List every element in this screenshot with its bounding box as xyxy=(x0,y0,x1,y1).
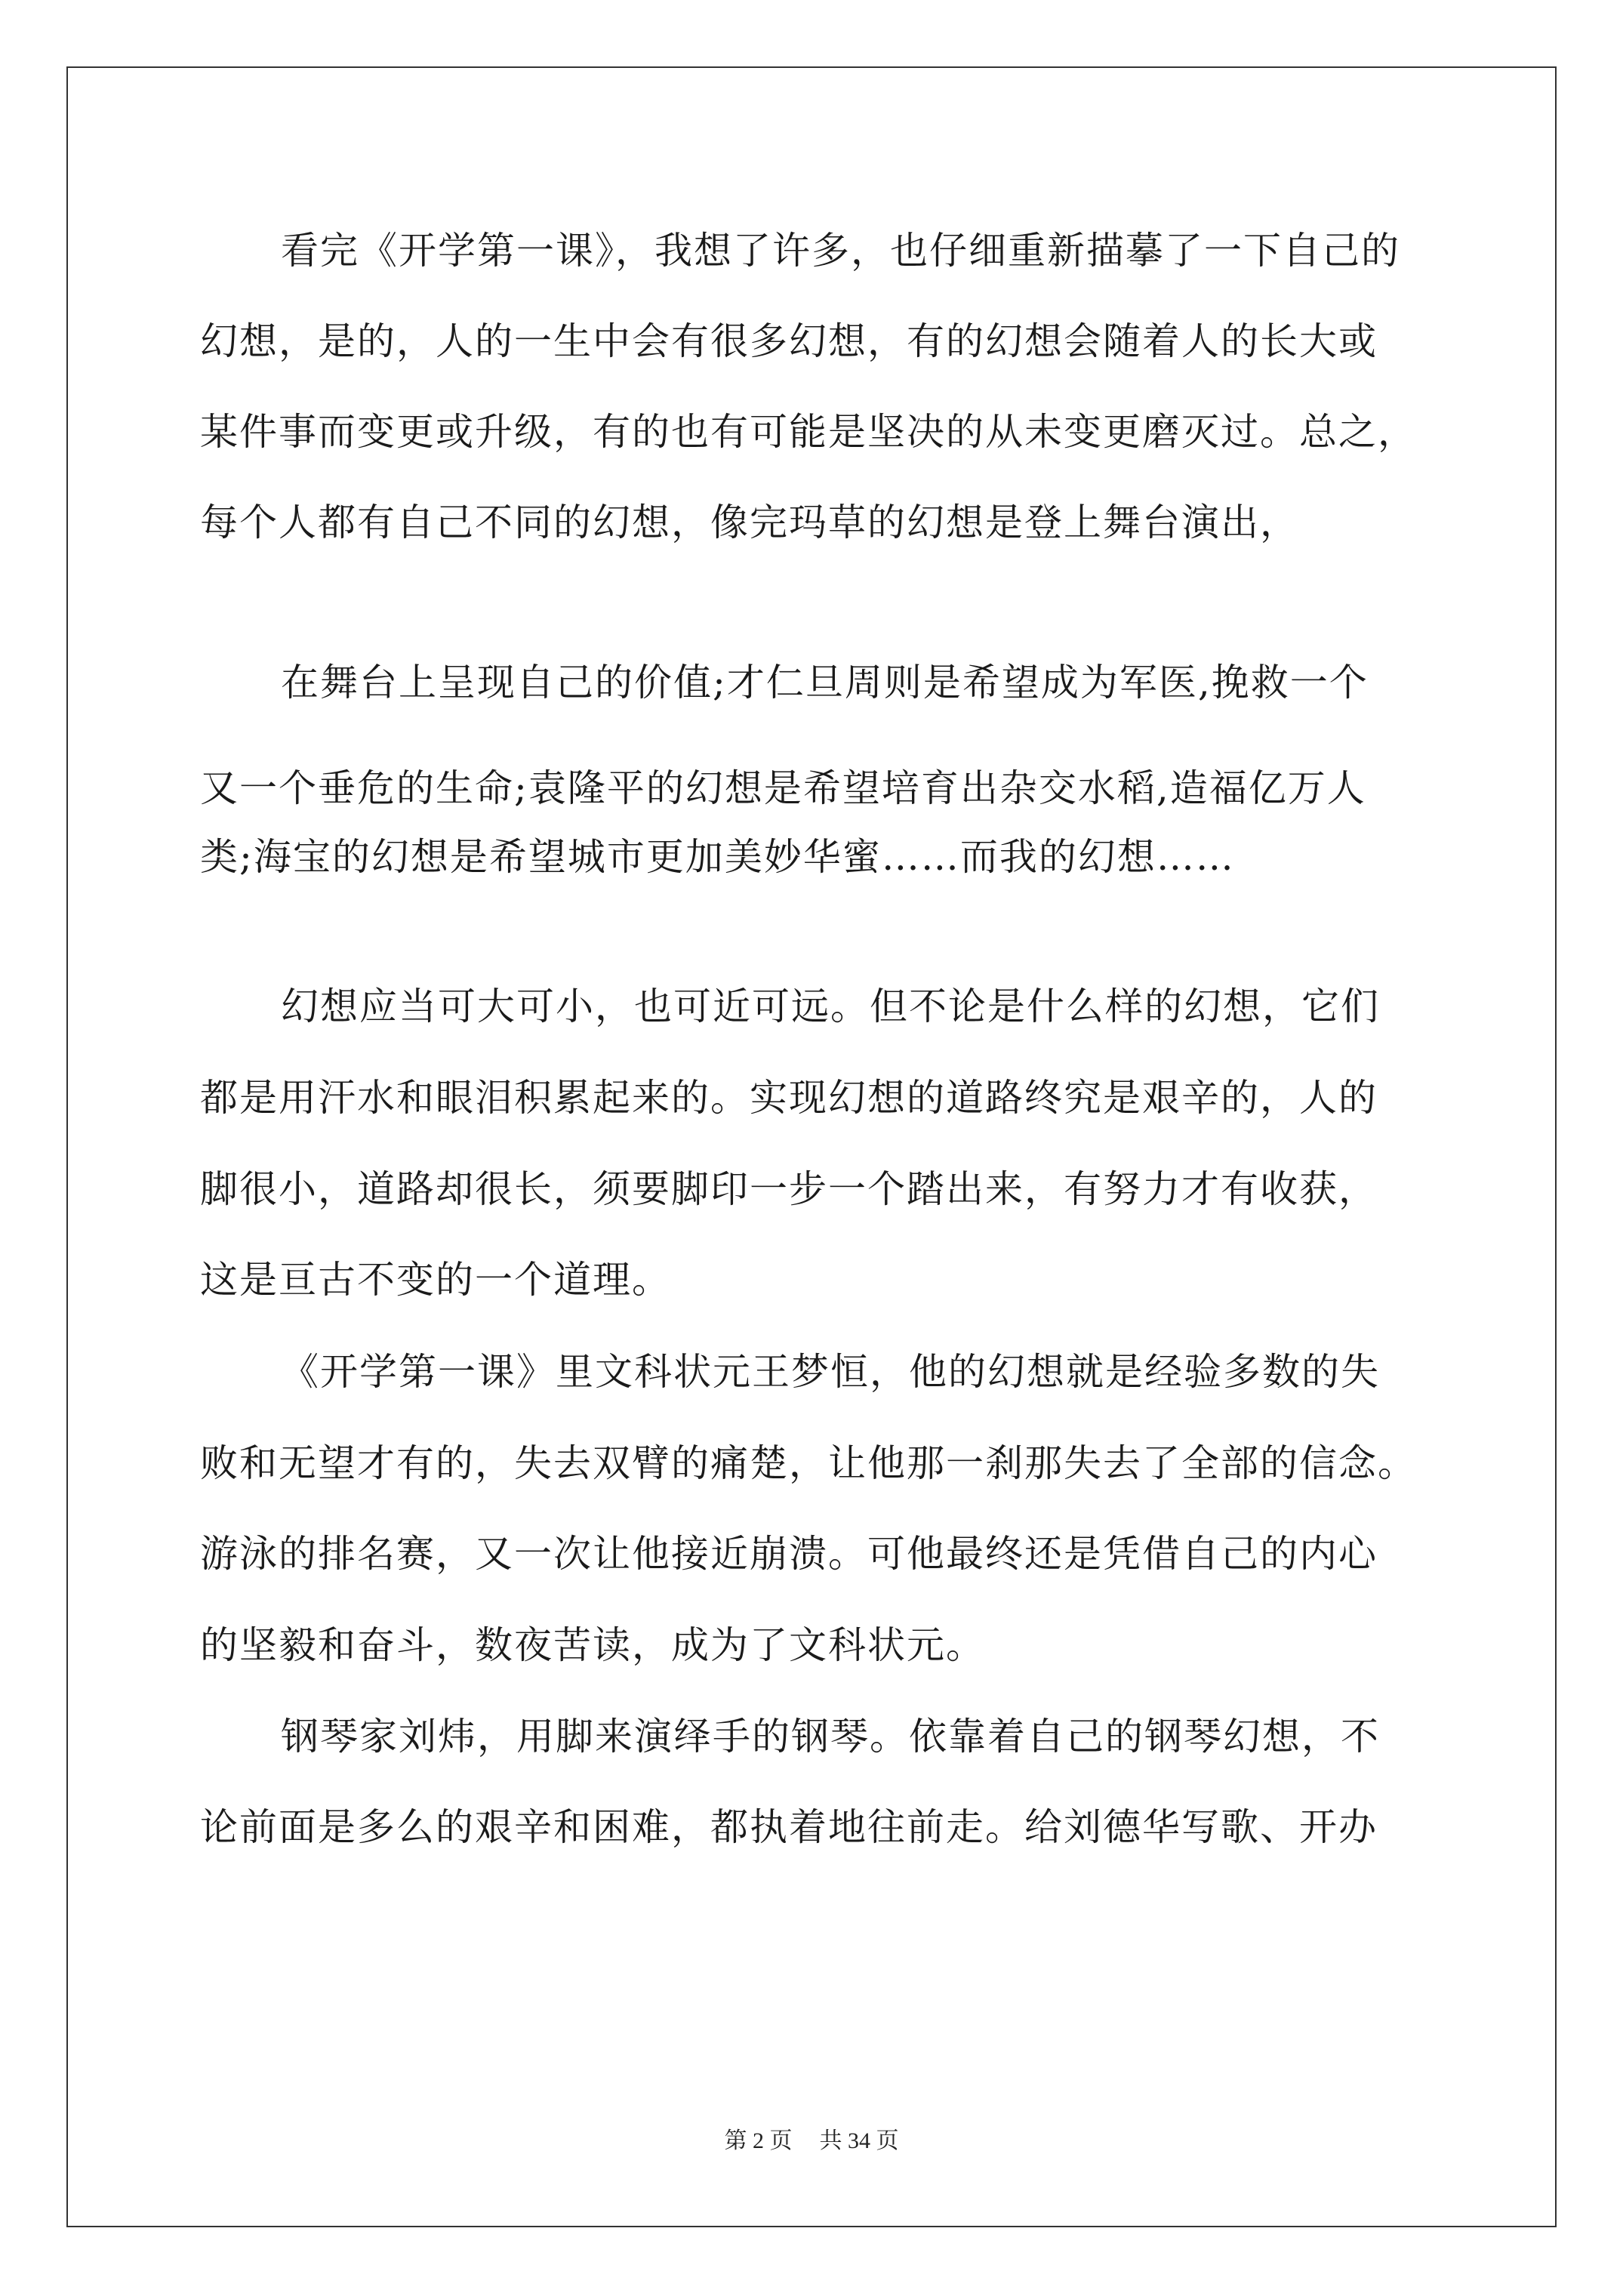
paragraph-1-line-2: 幻想，是的，人的一生中会有很多幻想，有的幻想会随着人的长大或 xyxy=(200,319,1378,363)
paragraph-5-line-2: 论前面是多么的艰辛和困难，都执着地往前走。给刘德华写歌、开办 xyxy=(200,1805,1378,1849)
paragraph-2-line-1: 在舞台上呈现自己的价值;才仁旦周则是希望成为军医,挽救一个 xyxy=(281,661,1369,704)
paragraph-2-line-2: 又一个垂危的生命;袁隆平的幻想是希望培育出杂交水稻,造福亿万人 xyxy=(200,766,1366,810)
total-pages: 共 34 页 xyxy=(819,2128,899,2153)
paragraph-4-line-2: 败和无望才有的，失去双臂的痛楚，让他那一刹那失去了全部的信念。 xyxy=(200,1441,1417,1485)
page-number: 第 2 页 xyxy=(724,2128,793,2153)
paragraph-4-line-3: 游泳的排名赛，又一次让他接近崩溃。可他最终还是凭借自己的内心 xyxy=(200,1532,1378,1576)
paragraph-1-line-4: 每个人都有自己不同的幻想，像完玛草的幻想是登上舞台演出， xyxy=(200,501,1299,544)
paragraph-1-line-3: 某件事而变更或升级，有的也有可能是坚决的从未变更磨灭过。总之， xyxy=(200,410,1417,454)
paragraph-3-line-3: 脚很小，道路却很长，须要脚印一步一个踏出来，有努力才有收获， xyxy=(200,1167,1378,1211)
paragraph-3-line-4: 这是亘古不变的一个道理。 xyxy=(200,1258,671,1302)
page-footer xyxy=(0,2128,1623,2155)
paragraph-2-line-3: 类;海宝的幻想是希望城市更加美妙华蜜……而我的幻想…… xyxy=(200,835,1235,879)
paragraph-4-line-1: 《开学第一课》里文科状元王梦恒，他的幻想就是经验多数的失 xyxy=(281,1350,1380,1394)
paragraph-1-line-1: 看完《开学第一课》，我想了许多，也仔细重新描摹了一下自己的 xyxy=(281,229,1400,273)
paragraph-5-line-1: 钢琴家刘炜，用脚来演绎手的钢琴。依靠着自己的钢琴幻想，不 xyxy=(281,1715,1380,1758)
paragraph-3-line-2: 都是用汗水和眼泪积累起来的。实现幻想的道路终究是艰辛的，人的 xyxy=(200,1076,1378,1120)
page-border xyxy=(66,66,1557,2227)
paragraph-4-line-4: 的坚毅和奋斗，数夜苦读，成为了文科状元。 xyxy=(200,1623,985,1667)
paragraph-3-line-1: 幻想应当可大可小，也可近可远。但不论是什么样的幻想，它们 xyxy=(281,985,1380,1028)
